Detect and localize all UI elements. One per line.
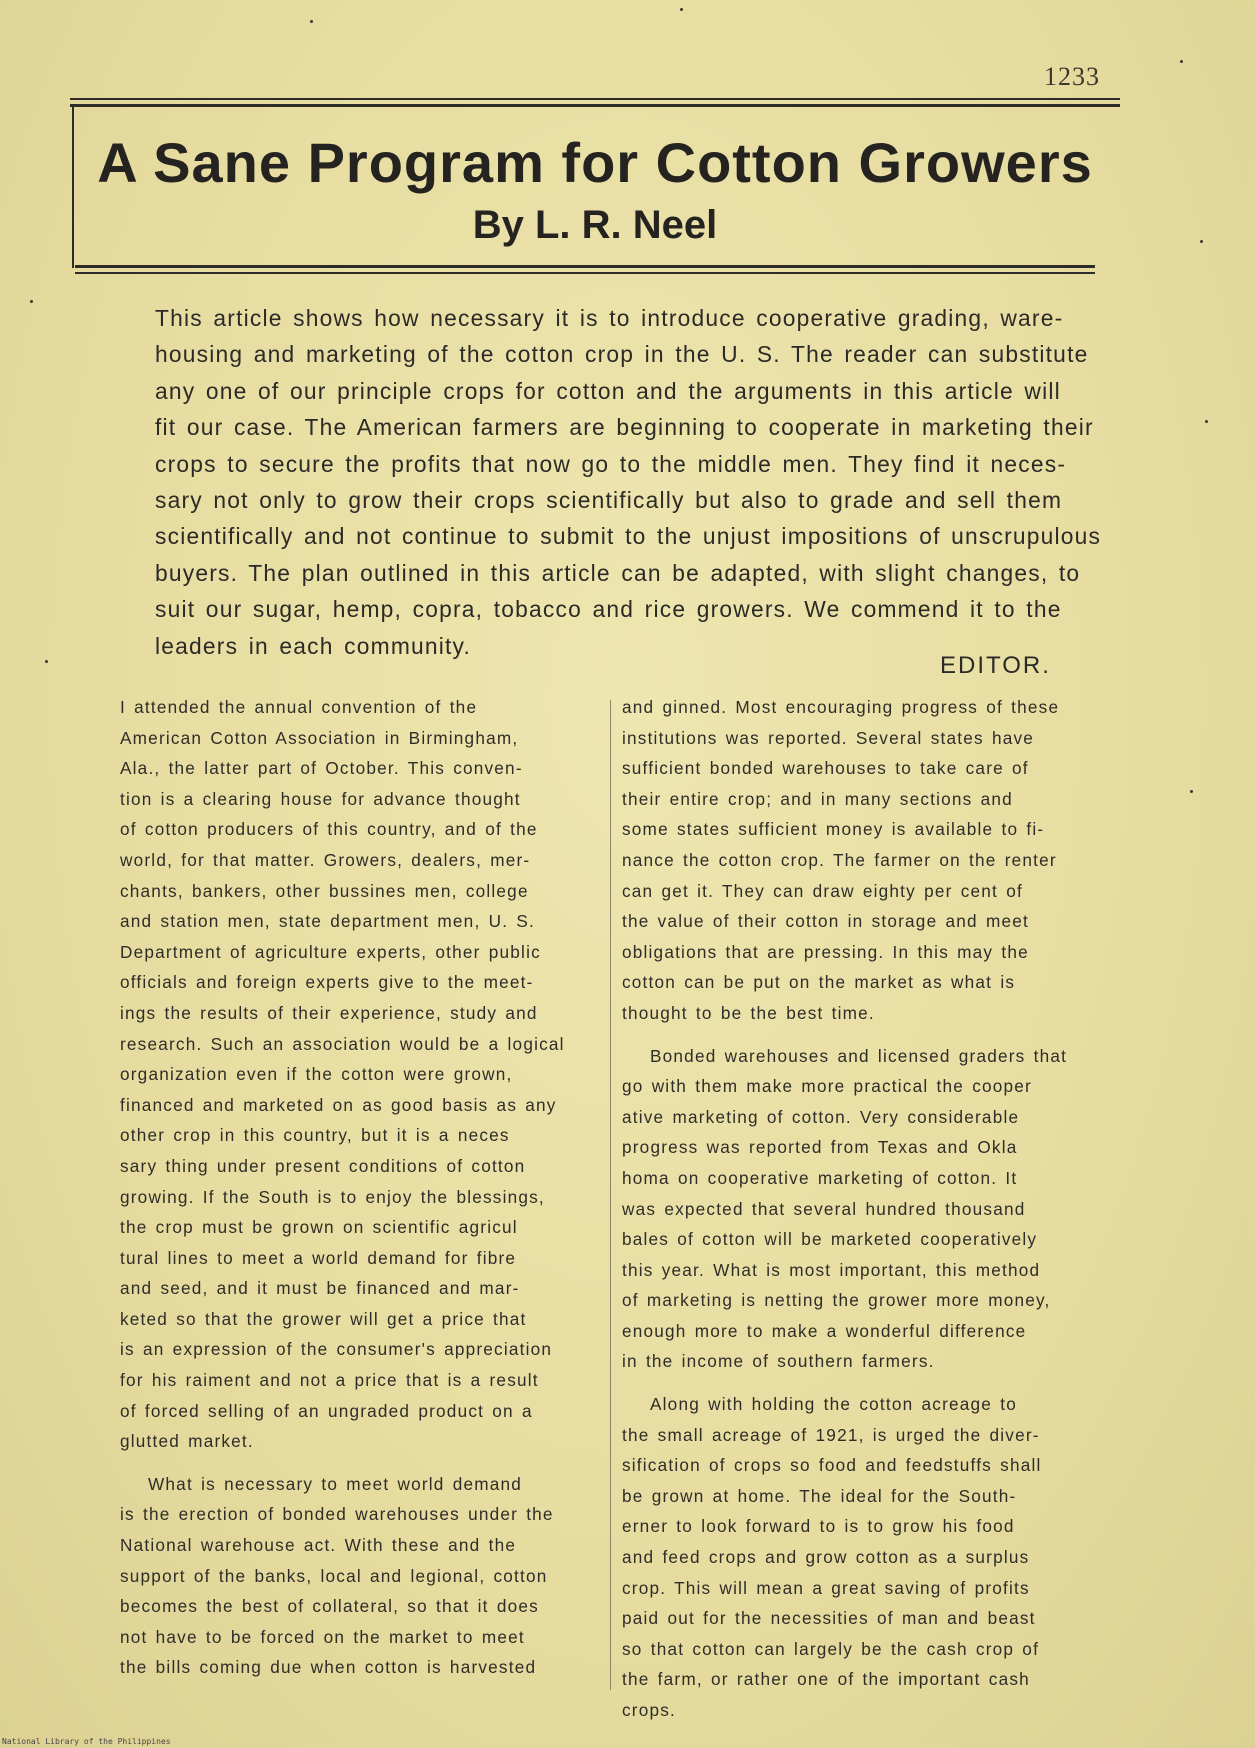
body-text: Along with holding the cotton acreage to (650, 1394, 1017, 1415)
body-line: National warehouse act. With these and the (120, 1535, 517, 1556)
body-line: of forced selling of an ungraded product on a (120, 1400, 533, 1421)
body-line: bales of cotton will be marketed cooperatively (622, 1229, 1038, 1250)
body-line: of cotton producers of this country, and of the (120, 819, 538, 840)
body-line: I attended the annual convention of the (120, 697, 478, 717)
scan-speck (1190, 790, 1193, 793)
body-text: What is necessary to meet world demand (148, 1473, 523, 1494)
body-line: world, for that matter. Growers, dealers, mer- (120, 849, 531, 870)
right-column (622, 692, 1162, 1726)
body-line: so that cotton can largely be the cash crop of (622, 1638, 1040, 1659)
body-line: other crop in this country, but it is a neces (120, 1125, 510, 1146)
intro-line: This article shows how necessary it is to introduce cooperative grading, ware- (155, 305, 1064, 331)
intro-line: housing and marketing of the cotton crop in the U. S. The reader can substitute (155, 341, 1089, 368)
header-rule-bottom (75, 265, 1095, 268)
body-line: the value of their cotton in storage and meet (622, 911, 1029, 932)
editor-signature: EDITOR. (940, 652, 1051, 679)
body-line: support of the banks, local and legional, cotton (120, 1565, 548, 1586)
editor-introduction (155, 300, 1145, 664)
body-line: progress was reported from Texas and Okla (622, 1137, 1018, 1158)
body-line: Department of agriculture experts, other public (120, 941, 541, 962)
header-rule-left (72, 104, 74, 268)
body-line: keted so that the grower will get a price that (120, 1308, 527, 1329)
scan-speck (1205, 420, 1208, 423)
body-line: go with them make more practical the cooper (622, 1076, 1032, 1097)
body-line: obligations that are pressing. In this may the (622, 941, 1029, 962)
body-line: and station men, state department men, U. S. (120, 911, 535, 932)
column-divider (610, 700, 611, 1690)
body-line: the crop must be grown on scientific agricul (120, 1217, 518, 1238)
body-line (120, 1469, 600, 1500)
body-line: in the income of southern farmers. (622, 1351, 935, 1372)
paragraph-gap (622, 1377, 1162, 1389)
intro-line: buyers. The plan outlined in this article can be adapted, with slight changes, to (155, 559, 1081, 586)
body-line: tural lines to meet a world demand for fibre (120, 1247, 517, 1268)
body-line: the bills coming due when cotton is harvested (120, 1657, 537, 1678)
body-line: and feed crops and grow cotton as a surplus (622, 1547, 1030, 1568)
scan-speck (30, 300, 33, 303)
body-line: enough more to make a wonderful difference (622, 1320, 1027, 1341)
body-line: crops. (622, 1700, 677, 1720)
body-line: and seed, and it must be financed and mar- (120, 1278, 520, 1299)
header-rule-top (70, 98, 1120, 100)
body-line: paid out for the necessities of man and beast (622, 1608, 1036, 1629)
body-line: cotton can be put on the market as what is (622, 972, 1016, 993)
body-line: sary thing under present conditions of cotton (120, 1155, 526, 1176)
body-line: research. Such an association would be a logical (120, 1033, 565, 1054)
body-line: some states sufficient money is available to fi- (622, 819, 1045, 840)
page-number: 1233 (1044, 62, 1100, 91)
scan-speck (310, 20, 313, 23)
body-line (622, 1041, 1162, 1072)
paragraph-gap (120, 1457, 600, 1469)
body-line: of marketing is netting the grower more money, (622, 1290, 1051, 1311)
intro-line: any one of our principle crops for cotton and the arguments in this article will (155, 377, 1061, 404)
body-line: ative marketing of cotton. Very considerable (622, 1106, 1020, 1127)
intro-line: scientifically and not continue to submit to the unjust impositions of unscrupulous (155, 523, 1102, 550)
body-line: glutted market. (120, 1431, 254, 1452)
body-line: institutions was reported. Several states have (622, 727, 1035, 748)
scan-speck (1200, 240, 1203, 243)
body-line: was expected that several hundred thousand (622, 1198, 1026, 1219)
body-line: and ginned. Most encouraging progress of these (622, 697, 1060, 717)
article-title: A Sane Program for Cotton Growers (97, 131, 1093, 194)
body-line: Ala., the latter part of October. This conven- (120, 758, 523, 779)
scan-speck (45, 660, 48, 663)
body-line: for his raiment and not a price that is a result (120, 1370, 539, 1391)
intro-line: suit our sugar, hemp, copra, tobacco and rice growers. We commend it to the (155, 596, 1062, 623)
body-line: crop. This will mean a great saving of profits (622, 1577, 1030, 1598)
body-line: officials and foreign experts give to the meet- (120, 972, 534, 993)
body-line: financed and marketed on as good basis as any (120, 1094, 557, 1115)
body-line: sufficient bonded warehouses to take care of (622, 758, 1029, 779)
scan-speck (1180, 60, 1183, 63)
intro-line: sary not only to grow their crops scientifically but also to grade and sell them (155, 487, 1063, 514)
body-line: homa on cooperative marketing of cotton. It (622, 1167, 1018, 1188)
intro-line: fit our case. The American farmers are beginning to cooperate in marketing their (155, 414, 1094, 441)
body-line: their entire crop; and in many sections and (622, 788, 1013, 809)
body-line: chants, bankers, other bussines men, college (120, 880, 529, 901)
body-line: becomes the best of collateral, so that it does (120, 1596, 539, 1617)
body-line: thought to be the best time. (622, 1002, 875, 1023)
left-column (120, 692, 600, 1683)
body-line: the farm, or rather one of the important cash (622, 1669, 1030, 1690)
library-credit: National Library of the Philippines (2, 1737, 171, 1746)
body-line: is the erection of bonded warehouses under the (120, 1504, 554, 1525)
body-line: the small acreage of 1921, is urged the diver- (622, 1424, 1040, 1445)
intro-line: leaders in each community. (155, 632, 471, 659)
paragraph-gap (622, 1029, 1162, 1041)
body-line: be grown at home. The ideal for the South- (622, 1485, 1017, 1506)
body-line: nance the cotton crop. The farmer on the renter (622, 849, 1057, 870)
article-byline: By L. R. Neel (472, 203, 718, 247)
header-rule-bottom-thin (75, 272, 1095, 274)
body-line: erner to look forward to is to grow his food (622, 1516, 1015, 1537)
body-line: can get it. They can draw eighty per cent of (622, 880, 1023, 901)
body-line: not have to be forced on the market to meet (120, 1626, 525, 1647)
body-line: ings the results of their experience, study and (120, 1002, 538, 1023)
body-line: tion is a clearing house for advance thought (120, 788, 521, 809)
body-line: growing. If the South is to enjoy the blessings, (120, 1186, 545, 1207)
header-rule-top-thick (70, 104, 1120, 107)
body-line: organization even if the cotton were grown, (120, 1064, 513, 1085)
body-line (622, 1389, 1162, 1420)
body-line: is an expression of the consumer's appreciation (120, 1339, 553, 1360)
body-text: Bonded warehouses and licensed graders that (650, 1045, 1068, 1066)
intro-line: crops to secure the profits that now go to the middle men. They find it neces- (155, 450, 1067, 477)
body-line: American Cotton Association in Birmingham, (120, 727, 519, 748)
body-line: this year. What is most important, this method (622, 1259, 1041, 1280)
body-line: sification of crops so food and feedstuffs shall (622, 1455, 1042, 1476)
scan-speck (680, 8, 683, 11)
